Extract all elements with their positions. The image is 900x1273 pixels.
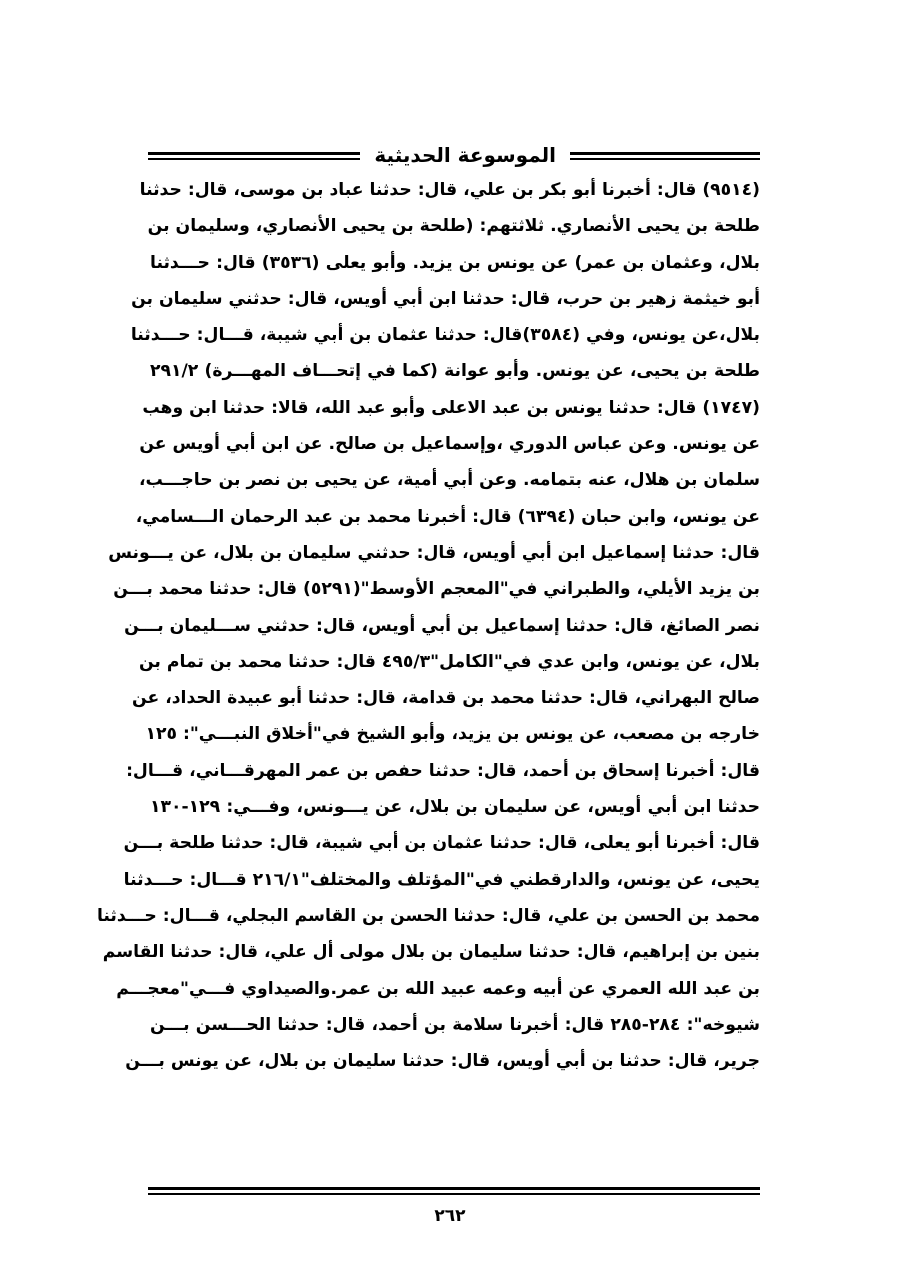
text-line: بلال، وعثمان بن عمر) عن يونس بن يزيد. وأبو يعلى (٣٥٣٦) قال: حـــدثنا xyxy=(150,252,760,273)
text-line: بن عبد الله العمري عن أبيه وعمه عبيد الله بن عمر.والصيداوي فـــي"معجـــم xyxy=(116,978,760,999)
text-line: جرير، قال: حدثنا بن أبي أويس، قال: حدثنا سليمان بن بلال، عن يونس بـــن xyxy=(125,1051,760,1072)
text-line: يحيى، عن يونس، والدارقطني في"المؤتلف والمختلف"٢١٦/١ قـــال: حـــدثنا xyxy=(123,869,760,890)
text-line: قال: أخبرنا إسحاق بن أحمد، قال: حدثنا حفص بن عمر المهرقـــاني، قـــال: xyxy=(126,760,760,781)
text-line: بن يزيد الأيلي، والطبراني في"المعجم الأوسط"(٥٢٩١) قال: حدثنا محمد بـــن xyxy=(113,579,760,600)
text-line: طلحة بن يحيى، عن يونس. وأبو عوانة (كما في إتحـــاف المهـــرة) ٢٩١/٢ xyxy=(150,361,760,382)
text-line: حدثنا ابن أبي أويس، عن سليمان بن بلال، عن يـــونس، وفـــي: ١٢٩-١٣٠ xyxy=(150,797,760,818)
text-line: قال: حدثنا إسماعيل ابن أبي أويس، قال: حدثني سليمان بن بلال، عن يـــونس xyxy=(108,542,760,563)
text-line: عن يونس، وابن حبان (٦٣٩٤) قال: أخبرنا محمد بن عبد الرحمان الـــسامي، xyxy=(135,506,760,527)
text-line: محمد بن الحسن بن علي، قال: حدثنا الحسن بن القاسم البجلي، قـــال: حـــدثنا xyxy=(96,905,760,926)
running-header-title: الموسوعة الحديثية xyxy=(360,140,570,170)
text-line: عن يونس. وعن عباس الدوري ،وإسماعيل بن صالح. عن ابن أبي أويس عن xyxy=(139,434,760,455)
page-number: ٢٦٢ xyxy=(434,1206,466,1226)
text-line: طلحة بن يحيى الأنصاري. ثلاثتهم: (طلحة بن يحيى الأنصاري، وسليمان بن xyxy=(147,216,760,237)
text-line: خارجه بن مصعب، عن يونس بن يزيد، وأبو الشيخ في"أخلاق النبـــي": ١٢٥ xyxy=(145,724,760,745)
text-line: أبو خيثمة زهير بن حرب، قال: حدثنا ابن أبي أويس، قال: حدثني سليمان بن xyxy=(131,288,760,309)
footer-rule-bottom xyxy=(148,1193,760,1195)
text-line: نصر الصائغ، قال: حدثنا إسماعيل بن أبي أويس، قال: حدثني ســـليمان بـــن xyxy=(124,615,760,636)
text-line: سلمان بن هلال، عنه بتمامه. وعن أبي أمية، عن يحيى بن نصر بن حاجـــب، xyxy=(139,470,760,491)
text-line: شيوخه": ٢٨٤-٢٨٥ قال: أخبرنا سلامة بن أحمد، قال: حدثنا الحـــسن بـــن xyxy=(150,1014,760,1035)
footer-rule-top xyxy=(148,1187,760,1190)
text-line: صالح البهراني، قال: حدثنا محمد بن قدامة، قال: حدثنا أبو عبيدة الحداد، عن xyxy=(132,688,760,709)
text-line: بنين بن إبراهيم، قال: حدثنا سليمان بن بلال مولى أل علي، قال: حدثنا القاسم xyxy=(102,942,760,963)
text-line: (٩٥١٤) قال: أخبرنا أبو بكر بن علي، قال: حدثنا عباد بن موسى، قال: حدثنا xyxy=(139,180,760,200)
body-text xyxy=(96,172,760,1079)
text-line: بلال، عن يونس، وابن عدي في"الكامل"٤٩٥/٣ قال: حدثنا محمد بن تمام بن xyxy=(138,651,760,672)
text-line: قال: أخبرنا أبو يعلى، قال: حدثنا عثمان بن أبي شيبة، قال: حدثنا طلحة بـــن xyxy=(123,833,760,854)
text-line: بلال،عن يونس، وفي (٣٥٨٤)قال: حدثنا عثمان بن أبي شيبة، قـــال: حـــدثنا xyxy=(130,325,760,346)
text-line: (١٧٤٧) قال: حدثنا يونس بن عبد الاعلى وأبو عبد الله، قالا: حدثنا ابن وهب xyxy=(142,397,760,418)
